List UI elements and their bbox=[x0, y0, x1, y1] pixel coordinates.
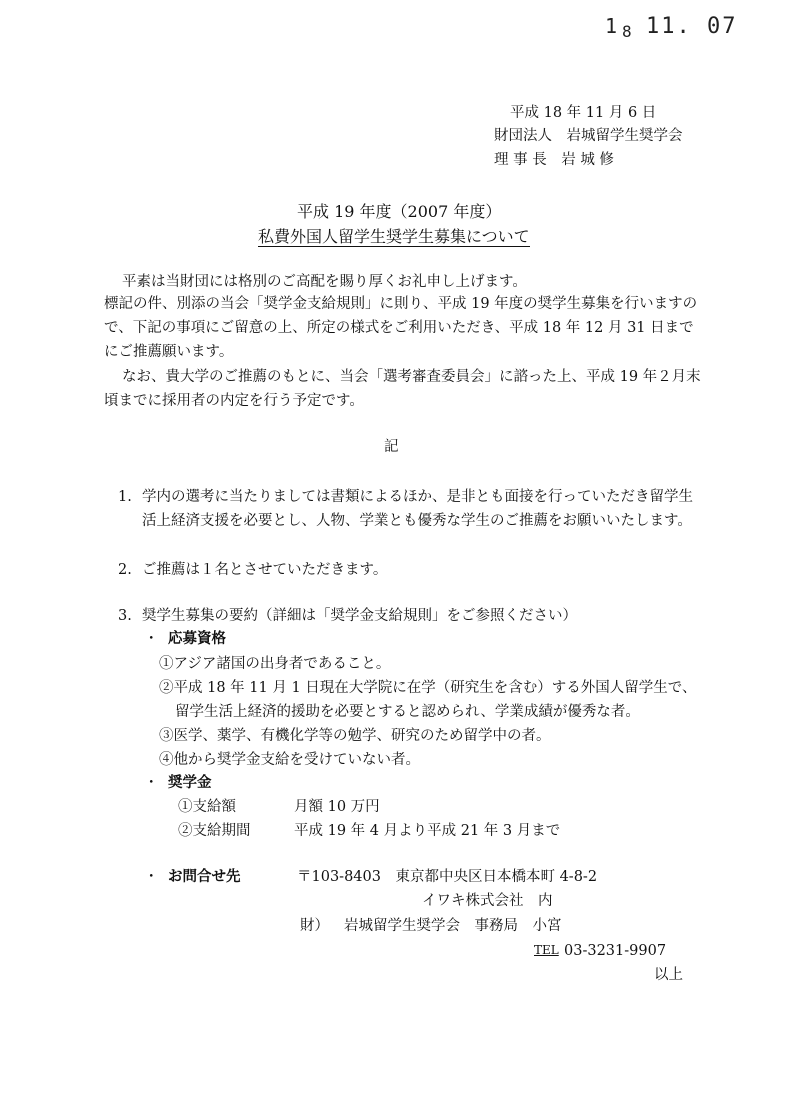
page-title: 私費外国人留学生奨学生募集について bbox=[258, 227, 530, 246]
received-stamp-digit-1: 1 bbox=[605, 14, 620, 38]
contact-company: イワキ株式会社 内 bbox=[422, 893, 553, 909]
greeting-paragraph: 平素は当財団には格別のご高配を賜り厚くお礼申し上げます。 bbox=[122, 274, 527, 290]
note-paragraph-line-2: 頃までに採用者の内定を行う予定です。 bbox=[104, 393, 364, 409]
item-1-line-1: 学内の選考に当たりましては書類によるほか、是非とも面接を行っていただき留学生 bbox=[142, 489, 693, 505]
qualification-1: ①アジア諸国の出身者であること。 bbox=[159, 656, 391, 672]
qualification-2-line-2: 留学生活上経済的援助を必要とすると認められ、学業成績が優秀な者。 bbox=[175, 704, 640, 720]
item-3-number: 3. bbox=[118, 608, 132, 624]
received-stamp-date: 11. 07 bbox=[646, 14, 738, 39]
contact-heading: お問合せ先 bbox=[168, 868, 241, 885]
note-paragraph-line-1: なお、貴大学のご推薦のもとに、当会「選考審査委員会」に諮った上、平成 19 年２月末 bbox=[122, 369, 701, 385]
main-paragraph-line-2: で、下記の事項にご留意の上、所定の様式をご利用いただき、平成 18 年 12 月 31 日まで bbox=[104, 320, 694, 336]
contact-bullet: ・ bbox=[144, 869, 159, 885]
scholarship-amount-label: ①支給額 bbox=[178, 799, 236, 815]
scholarship-heading: 奨学金 bbox=[168, 774, 212, 791]
closing-text: 以上 bbox=[654, 967, 683, 983]
ki-heading: 記 bbox=[384, 439, 399, 455]
scholarship-period-label: ②支給期間 bbox=[178, 823, 251, 839]
item-1-number: 1. bbox=[118, 489, 132, 505]
item-2-text: ご推薦は１名とさせていただきます。 bbox=[142, 562, 388, 578]
main-paragraph-line-3: にご推薦願います。 bbox=[104, 344, 234, 360]
issue-date: 平成 18 年 11 月 6 日 bbox=[510, 105, 657, 121]
contact-organization: 岩城留学生奨学会 事務局 小宮 bbox=[344, 918, 562, 934]
sender-organization: 財団法人 岩城留学生奨学会 bbox=[494, 128, 683, 144]
qualification-bullet: ・ bbox=[144, 631, 159, 647]
item-2-number: 2. bbox=[118, 562, 132, 578]
scholarship-amount-value: 月額 10 万円 bbox=[294, 799, 380, 815]
item-3-text: 奨学生募集の要約（詳細は「奨学金支給規則」をご参照ください） bbox=[142, 608, 577, 624]
title-year: 平成 19 年度（2007 年度） bbox=[297, 202, 502, 221]
contact-zai: 財） bbox=[300, 918, 329, 934]
main-paragraph-line-1: 標記の件、別添の当会「奨学金支給規則」に則り、平成 19 年度の奨学生募集を行いますの bbox=[104, 296, 698, 312]
contact-tel: 03-3231-9907 bbox=[564, 943, 667, 959]
qualification-3: ③医学、薬学、有機化学等の勉学、研究のため留学中の者。 bbox=[159, 728, 551, 744]
qualification-4: ④他から奨学金支給を受けていない者。 bbox=[159, 752, 420, 768]
scholarship-period-value: 平成 19 年 4 月より平成 21 年 3 月まで bbox=[294, 823, 561, 839]
contact-address: 〒103-8403 東京都中央区日本橋本町 4-8-2 bbox=[297, 869, 598, 885]
sender-chairman: 理 事 長 岩 城 修 bbox=[494, 152, 614, 168]
qualification-2-line-1: ②平成 18 年 11 月 1 日現在大学院に在学（研究生を含む）する外国人留学生で、 bbox=[159, 680, 697, 696]
received-stamp-digit-8: 8 bbox=[622, 22, 634, 41]
item-1-line-2: 活上経済支援を必要とし、人物、学業とも優秀な学生のご推薦をお願いいたします。 bbox=[142, 513, 692, 529]
scholarship-bullet: ・ bbox=[144, 775, 159, 791]
qualification-heading: 応募資格 bbox=[168, 630, 226, 647]
contact-tel-label: TEL bbox=[534, 943, 559, 957]
